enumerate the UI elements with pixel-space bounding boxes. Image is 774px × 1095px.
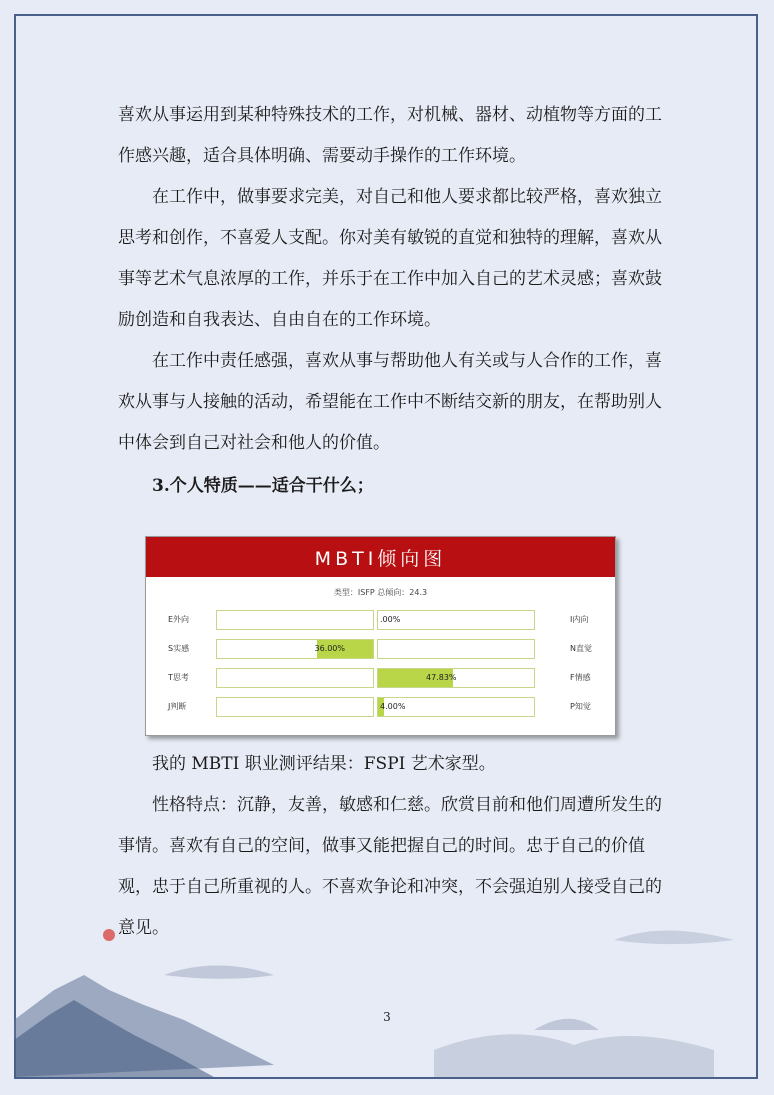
mbti-right-label: I内向 [570,615,589,624]
mbti-right-track [377,697,535,717]
mbti-row [146,668,615,688]
mbti-left-track [216,610,374,630]
mbti-row [146,610,615,630]
mbti-left-track [216,668,374,688]
mbti-row [146,697,615,717]
mbti-left-track [216,697,374,717]
paragraph-tech-work: 喜欢从事运用到某种特殊技术的工作，对机械、器材、动植物等方面的工作感兴趣，适合具体明确、需要动手操作的工作环境。 [118,105,662,166]
chart-subtitle: 类型：ISFP 总倾向：24.3 [333,588,428,597]
mbti-left-label: T思考 [168,673,189,682]
mbti-left-track [216,639,374,659]
mbti-row [146,639,615,659]
paragraph-social-work: 在工作中责任感强，喜欢从事与帮助他人有关或与人合作的工作，喜欢从事与人接触的活动，希望能在工作中不断结交新的朋友，在帮助别人中体会到自己对社会和他人的价值。 [118,351,662,453]
personality-paragraph: 性格特点：沉静，友善，敏感和仁慈。欣赏目前和他们周遭所发生的事情。喜欢有自己的空间，做事又能把握自己的时间。忠于自己的价值观，忠于自己所重视的人。不喜欢争论和冲突，不会强迫别人接受自己的意见。 [118,795,662,938]
mbti-right-track [377,610,535,630]
mbti-percent-label: .00% [380,615,401,624]
mbti-left-label: J判断 [168,702,187,711]
mbti-result-line: 我的 MBTI 职业测评结果：FSPI 艺术家型。 [152,754,496,774]
mbti-right-track [377,668,535,688]
section-heading: 3.个人特质——适合干什么； [152,476,374,496]
chart-title: MBTI倾向图 [146,537,615,577]
mbti-right-label: N直觉 [570,644,592,653]
mbti-percent-label: 4.00% [380,702,406,711]
mbti-left-label: S实感 [168,644,190,653]
ink-mountain-decoration [14,880,758,1077]
mbti-left-label: E外向 [168,615,190,624]
mbti-right-label: P知觉 [570,702,591,711]
mbti-chart [145,536,616,736]
page-content [118,95,662,507]
mbti-percent-label: 36.00% [314,644,345,653]
page-number: 3 [383,1010,391,1024]
mbti-percent-label: 47.83% [426,673,457,682]
mbti-right-label: F情感 [570,673,591,682]
paragraph-artistic-work: 在工作中，做事要求完美，对自己和他人要求都比较严格，喜欢独立思考和创作，不喜爱人支配。你对美有敏锐的直觉和独特的理解，喜欢从事等艺术气息浓厚的工作，并乐于在工作中加入自己的艺术灵感；喜欢鼓励创造和自我表达、自由自在的工作环境。 [118,187,662,330]
mbti-right-track [377,639,535,659]
